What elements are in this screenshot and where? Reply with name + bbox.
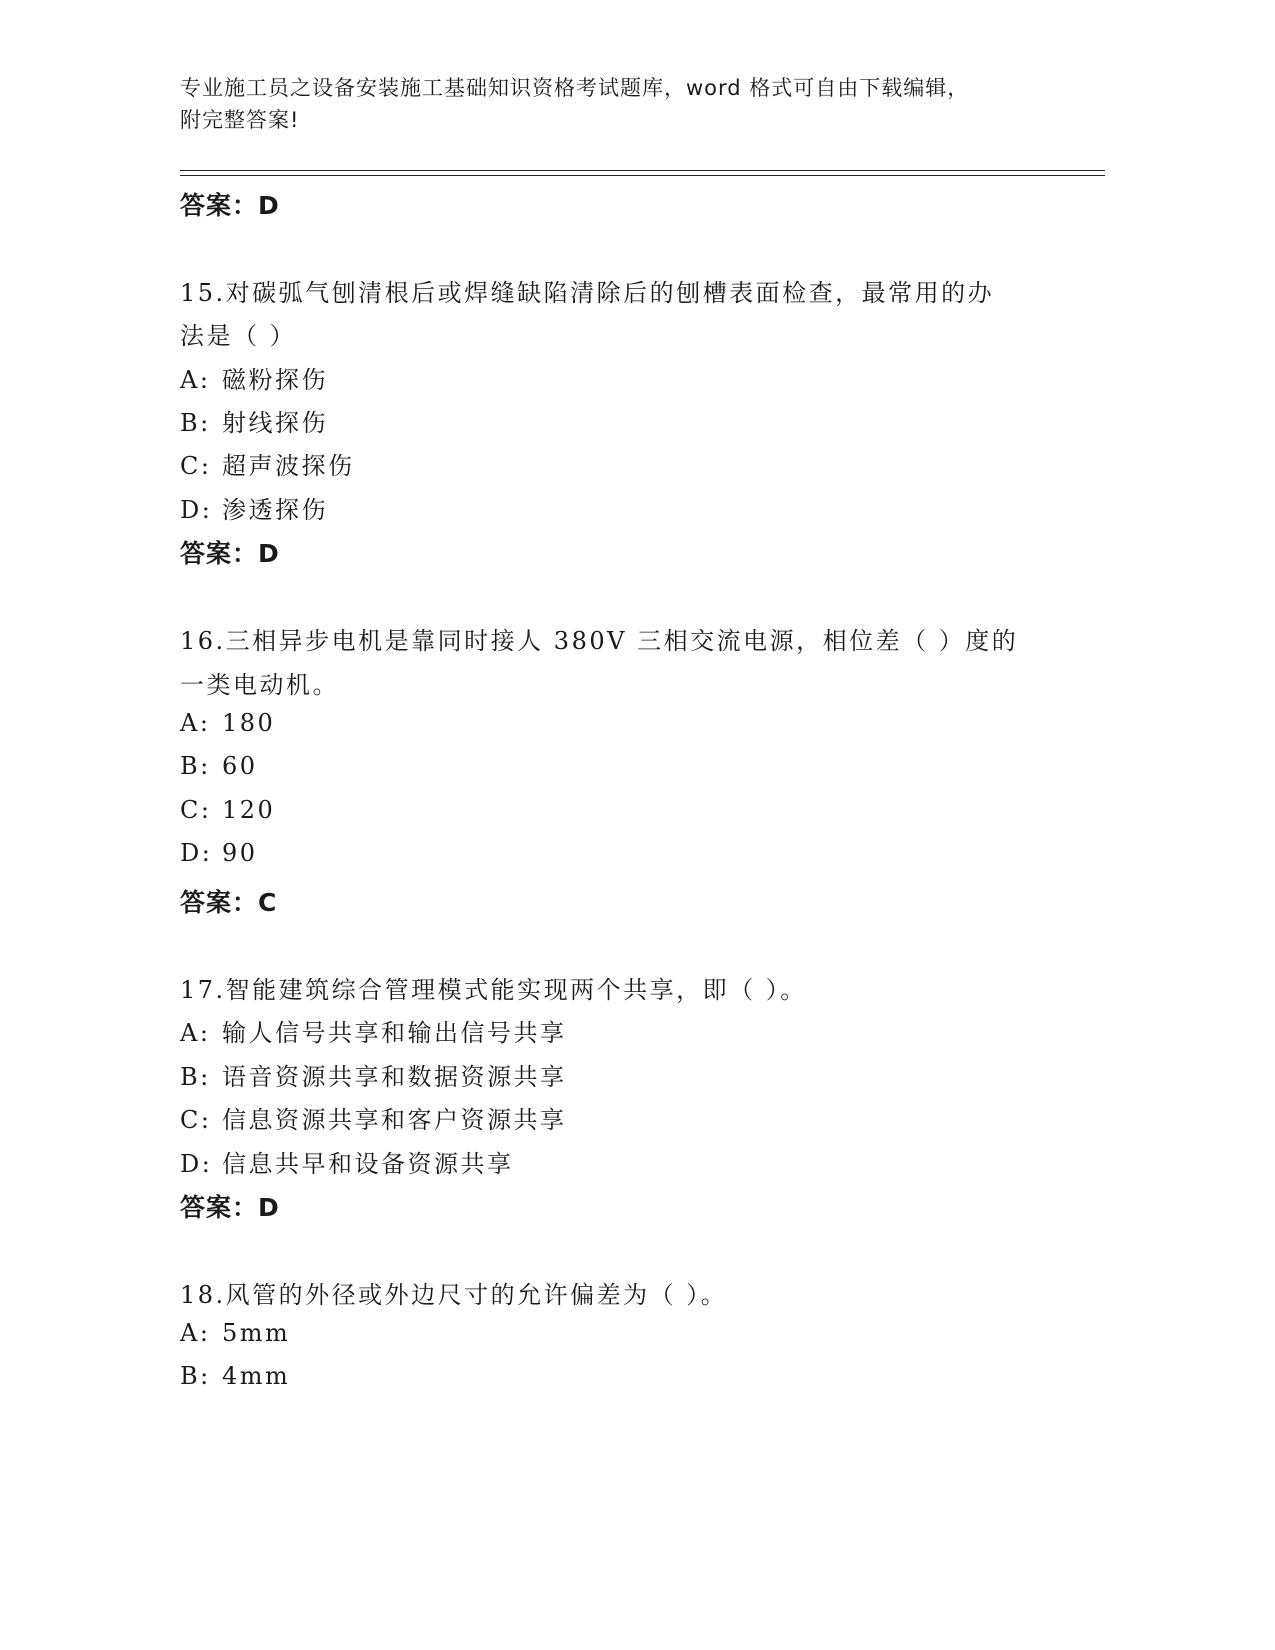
question-18-option-a xyxy=(180,1319,290,1347)
question-16-line-2: 一类电动机。 xyxy=(180,671,339,699)
question-15-option-d xyxy=(180,490,328,525)
option-text: 渗透探伤 xyxy=(222,496,328,524)
question-15-option-b xyxy=(180,403,328,438)
option-text: 射线探伤 xyxy=(222,409,328,437)
question-15-option-c xyxy=(180,446,355,481)
question-17-option-a xyxy=(180,1013,567,1048)
header-line-2: 附完整答案! xyxy=(180,108,300,132)
option-key: A: xyxy=(180,1019,211,1047)
question-15-option-a xyxy=(180,360,328,395)
option-text: 磁粉探伤 xyxy=(222,366,328,394)
option-text: 超声波探伤 xyxy=(222,452,355,480)
option-text: 信息资源共享和客户资源共享 xyxy=(222,1106,567,1134)
option-key: D: xyxy=(180,839,213,867)
option-text: 120 xyxy=(222,796,276,824)
option-text: 90 xyxy=(222,839,258,867)
option-text: 信息共早和设备资源共享 xyxy=(222,1150,514,1178)
document-header xyxy=(180,72,1040,136)
option-text: 5mm xyxy=(222,1319,291,1347)
answer-prev: 答案：D xyxy=(180,191,280,220)
question-17-answer: 答案：D xyxy=(180,1193,280,1222)
question-16-option-c xyxy=(180,796,275,824)
question-16-option-a xyxy=(180,709,275,737)
question-15-line-2: 法是（ ） xyxy=(180,322,297,350)
option-key: D: xyxy=(180,496,213,524)
question-17-option-d xyxy=(180,1144,514,1179)
option-key: B: xyxy=(180,752,211,780)
question-18-option-b xyxy=(180,1362,290,1390)
option-key: A: xyxy=(180,709,211,737)
option-text: 180 xyxy=(222,709,276,737)
option-key: B: xyxy=(180,1362,211,1390)
question-18-line-1: 18.风管的外径或外边尺寸的允许偏差为（ ）。 xyxy=(180,1281,728,1309)
question-16-option-d xyxy=(180,839,258,867)
option-key: C: xyxy=(180,1106,212,1134)
question-17-option-b xyxy=(180,1057,567,1092)
option-key: B: xyxy=(180,1063,211,1091)
option-key: D: xyxy=(180,1150,213,1178)
option-key: A: xyxy=(180,1319,211,1347)
option-text: 语音资源共享和数据资源共享 xyxy=(222,1063,567,1091)
question-17-line-1: 17.智能建筑综合管理模式能实现两个共享，即（ ）。 xyxy=(180,976,807,1004)
option-key: C: xyxy=(180,796,212,824)
option-text: 输人信号共享和输出信号共享 xyxy=(222,1019,567,1047)
question-16-answer: 答案：C xyxy=(180,888,278,917)
question-15-answer: 答案：D xyxy=(180,539,280,568)
option-key: C: xyxy=(180,452,212,480)
option-text: 60 xyxy=(222,752,258,780)
question-17-option-c xyxy=(180,1100,567,1135)
question-15-line-1: 15.对碳弧气刨清根后或焊缝缺陷清除后的刨槽表面检查，最常用的办 xyxy=(180,279,995,307)
option-text: 4mm xyxy=(222,1362,291,1390)
header-line-1: 专业施工员之设备安装施工基础知识资格考试题库，word 格式可自由下载编辑， xyxy=(180,76,970,100)
question-16-line-1: 16.三相异步电机是靠同时接人 380V 三相交流电源，相位差（ ）度的 xyxy=(180,627,1019,655)
option-key: B: xyxy=(180,409,211,437)
header-divider-bottom xyxy=(180,175,1105,176)
option-key: A: xyxy=(180,366,211,394)
question-16-option-b xyxy=(180,752,258,780)
header-divider-top xyxy=(180,170,1105,171)
